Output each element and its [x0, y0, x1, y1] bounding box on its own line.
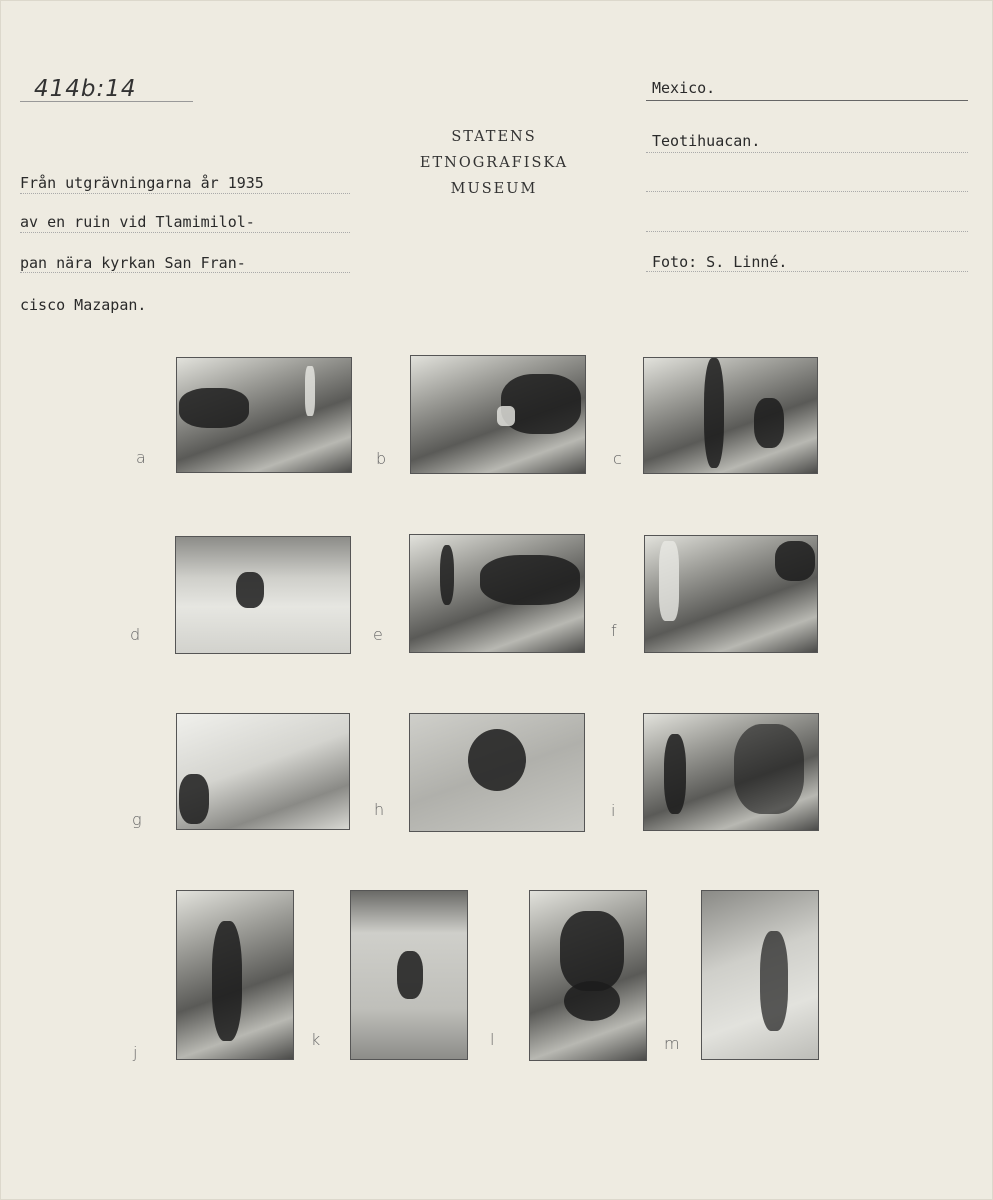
photo-i — [643, 713, 819, 831]
photo-letter-i: i — [611, 801, 616, 820]
photo-letter-g: g — [132, 810, 142, 829]
photographer-label: Foto: S. Linné. — [652, 253, 788, 271]
photo-b — [410, 355, 586, 474]
museum-line-2: ETNOGRAFISKA — [419, 155, 569, 171]
photo-c — [643, 357, 818, 474]
photographer-line — [646, 271, 968, 272]
description-line-4: cisco Mazapan. — [20, 296, 147, 314]
photo-d — [175, 536, 351, 654]
catalog-number: 414b:14 — [34, 76, 137, 102]
photo-letter-b: b — [376, 449, 387, 468]
description-line-2: av en ruin vid Tlamimilol- — [20, 213, 255, 231]
site-label: Teotihuacan. — [652, 132, 761, 150]
photo-g — [176, 713, 350, 830]
photo-k — [350, 890, 468, 1060]
country-label: Mexico. — [652, 79, 716, 97]
photo-letter-e: e — [373, 625, 383, 644]
photo-a — [176, 357, 352, 473]
museum-header — [400, 124, 588, 202]
blank-line-2 — [646, 231, 968, 232]
photo-letter-f: f — [611, 621, 617, 640]
description-rule-3 — [20, 272, 350, 273]
museum-line-3: MUSEUM — [450, 181, 538, 197]
photo-letter-d: d — [130, 625, 141, 644]
photo-j — [176, 890, 294, 1060]
photo-h — [409, 713, 585, 832]
country-underline — [646, 100, 968, 101]
site-line — [646, 152, 968, 153]
blank-line-1 — [646, 191, 968, 192]
description-line-3: pan nära kyrkan San Fran- — [20, 254, 246, 272]
photo-letter-a: a — [136, 448, 146, 467]
photo-m — [701, 890, 819, 1060]
photo-letter-h: h — [374, 800, 385, 819]
photo-letter-l: l — [490, 1030, 495, 1049]
description-rule-2 — [20, 232, 350, 233]
photo-letter-m: m — [664, 1034, 680, 1053]
description-line-1: Från utgrävningarna år 1935 — [20, 174, 264, 192]
catalog-underline — [20, 101, 193, 102]
photo-e — [409, 534, 585, 653]
photo-f — [644, 535, 818, 653]
photo-l — [529, 890, 647, 1061]
photo-letter-c: c — [613, 449, 622, 468]
description-rule-1 — [20, 193, 350, 194]
museum-line-1: STATENS — [451, 129, 537, 145]
photo-letter-j: j — [133, 1043, 138, 1062]
photo-letter-k: k — [311, 1030, 321, 1049]
